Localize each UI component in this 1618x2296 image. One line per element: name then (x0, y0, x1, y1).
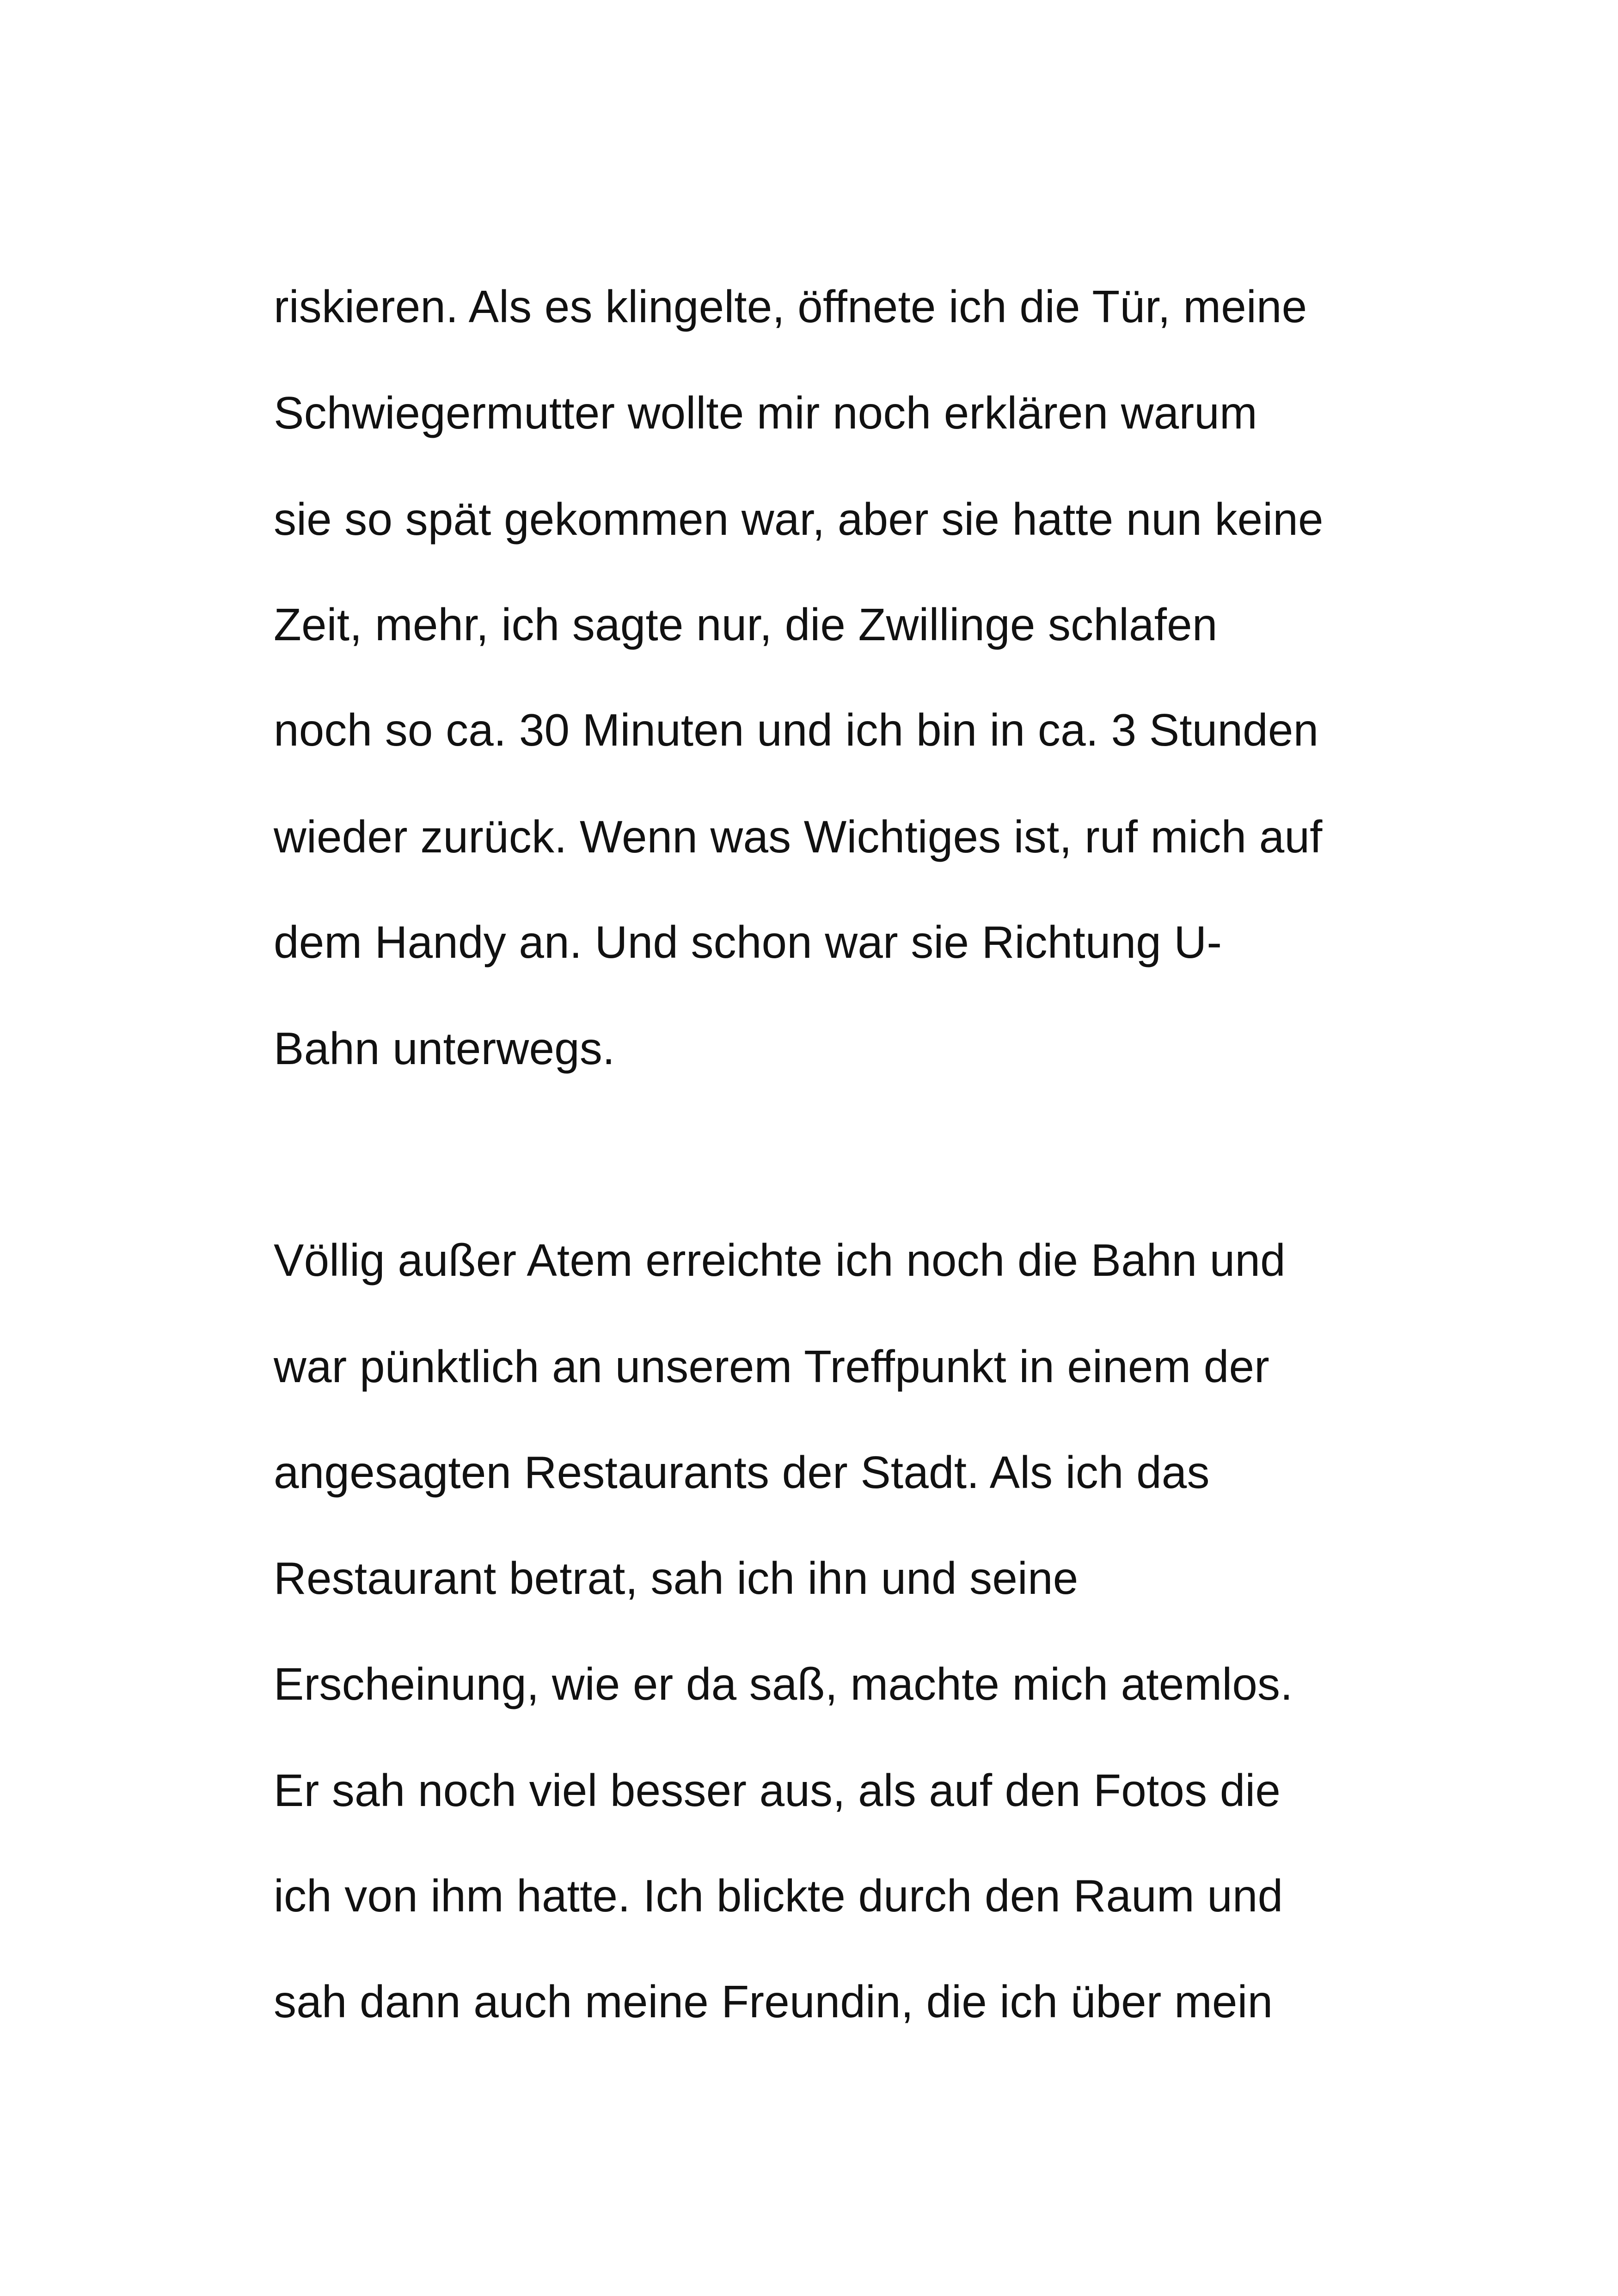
text-line: Zeit, mehr, ich sagte nur, die Zwillinge schlafen (274, 599, 1218, 650)
text-line: Schwiegermutter wollte mir noch erklären warum (274, 387, 1257, 438)
text-line: Bahn unterwegs. (274, 1023, 615, 1074)
text-line: Er sah noch viel besser aus, als auf den Fotos die (274, 1765, 1281, 1816)
text-line: dem Handy an. Und schon war sie Richtung U- (274, 917, 1222, 967)
text-line: wieder zurück. Wenn was Wichtiges ist, ruf mich auf (274, 811, 1323, 862)
text-line: riskieren. Als es klingelte, öffnete ich die Tür, meine (274, 281, 1307, 332)
text-line: sie so spät gekommen war, aber sie hatte nun keine (274, 494, 1324, 545)
text-line: Erscheinung, wie er da saß, machte mich atemlos. (274, 1659, 1293, 1709)
text-line: war pünktlich an unserem Treffpunkt in einem der (274, 1341, 1270, 1392)
text-line: sah dann auch meine Freundin, die ich über mein (274, 1976, 1273, 2027)
text-line: ich von ihm hatte. Ich blickte durch den Raum und (274, 1870, 1283, 1921)
text-line: Restaurant betrat, sah ich ihn und seine (274, 1553, 1079, 1604)
text-line: Völlig außer Atem erreichte ich noch die Bahn und (274, 1235, 1286, 1286)
text-line: angesagten Restaurants der Stadt. Als ich das (274, 1447, 1210, 1498)
text-line: noch so ca. 30 Minuten und ich bin in ca. 3 Stunden (274, 704, 1319, 755)
